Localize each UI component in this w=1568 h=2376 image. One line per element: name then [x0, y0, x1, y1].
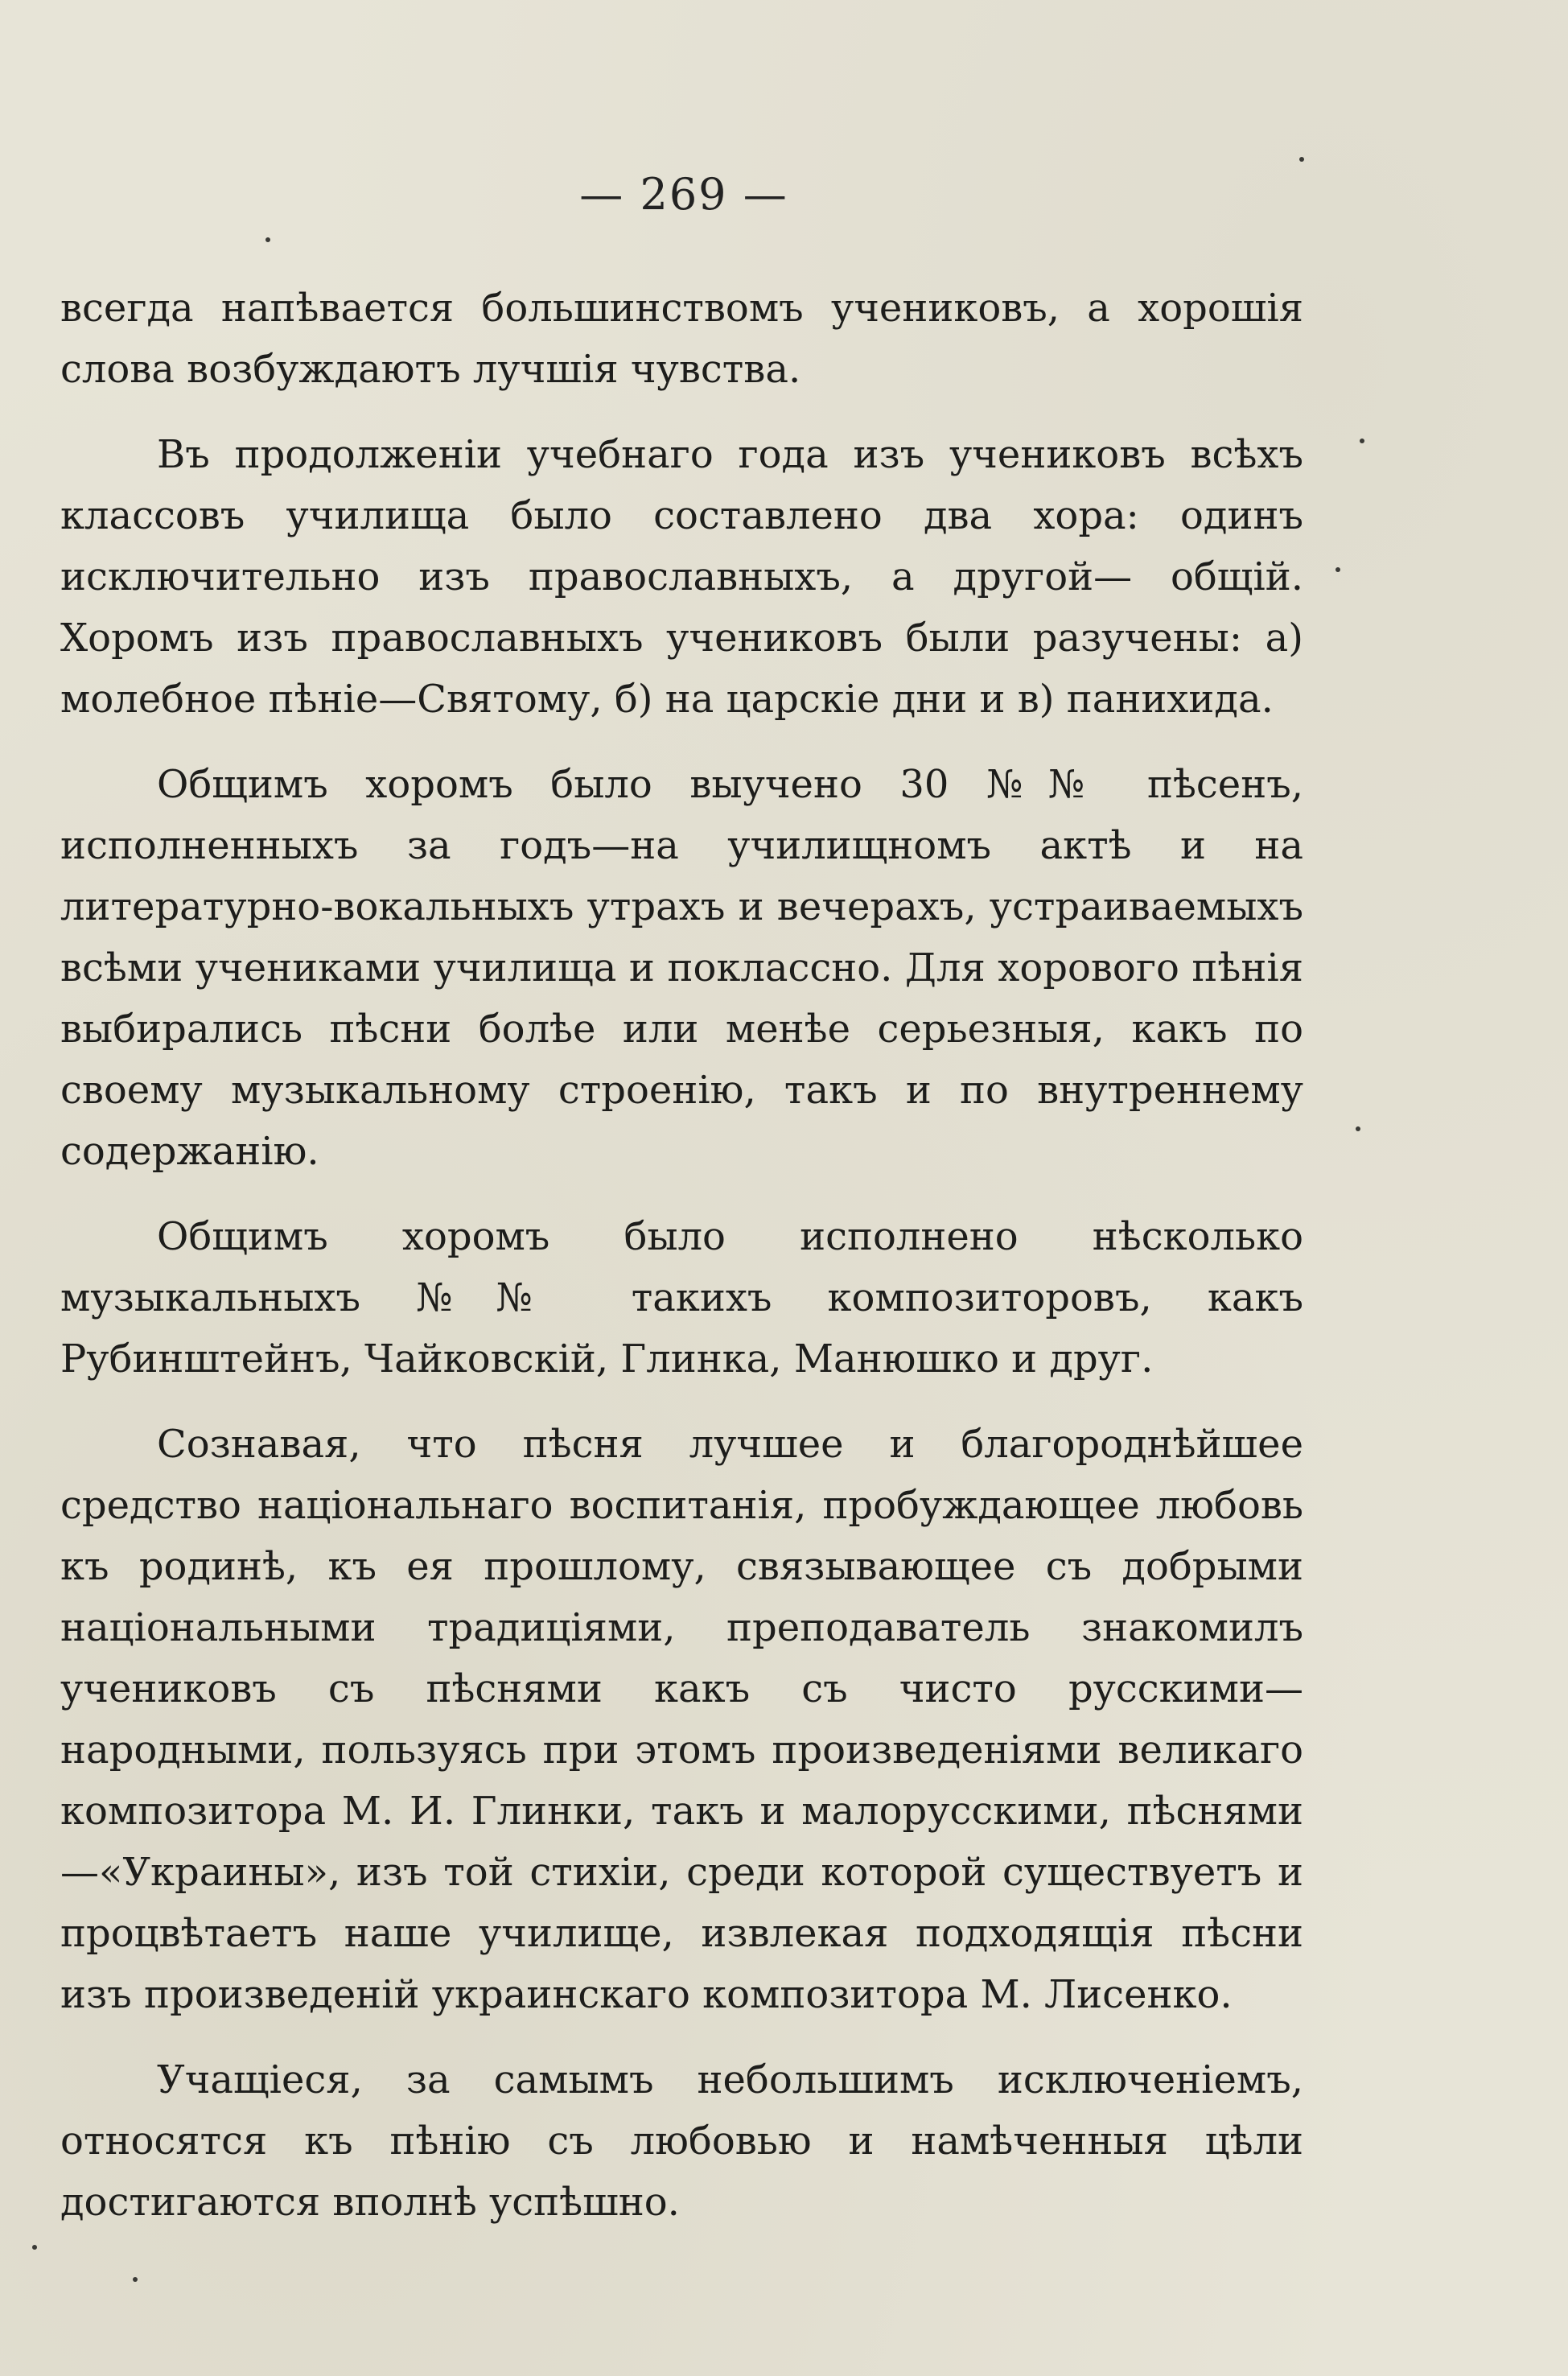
body-text [60, 278, 1303, 2257]
dust-speck [1299, 157, 1304, 162]
paragraph-4: Общимъ хоромъ было исполнено нѣсколько музыкальныхъ №№ такихъ композиторовъ, какъ Рубинштейнъ, Чайковскій, Глинка, Манюшко и друг. [60, 1214, 1303, 1382]
paragraph-2: Въ продолженіи учебнаго года изъ учениковъ всѣхъ классовъ училища было составлено два хора: одинъ исключительно изъ православныхъ, а другой— общій. Хоромъ изъ православныхъ учениковъ были разучены: а) молебное пѣніе—Святому, б) на царскіе дни и в) панихида. [60, 432, 1303, 722]
paragraph-6: Учащіеся, за самымъ небольшимъ исключеніемъ, относятся къ пѣнію съ любовью и намѣченныя цѣли достигаются вполнѣ успѣшно. [60, 2057, 1303, 2225]
page-number: — 269 — [579, 169, 788, 220]
dust-speck [1356, 1126, 1360, 1131]
paragraph-1: всегда напѣвается большинствомъ учениковъ, а хорошія слова возбуждаютъ лучшія чувства. [60, 286, 1303, 392]
dust-speck [1360, 439, 1364, 443]
paragraph-3: Общимъ хоромъ было выучено 30 №№ пѣсенъ, исполненныхъ за годъ—на училищномъ актѣ и на литературно-вокальныхъ утрахъ и вечерахъ, устраиваемыхъ всѣми учениками училища и поклассно. Для хорового пѣнія выбирались пѣсни болѣе или менѣе серьезныя, какъ по своему музыкальному строенію, такъ и по внутреннему содержанію. [60, 762, 1303, 1174]
dust-speck [1335, 567, 1340, 572]
dust-speck [133, 2277, 138, 2282]
dust-speck [32, 2245, 37, 2250]
paragraph-5: Сознавая, что пѣсня лучшее и благороднѣйшее средство національнаго воспитанія, пробуждающее любовь къ родинѣ, къ ея прошлому, связывающее съ добрыми національными традиціями, преподаватель знакомилъ учениковъ съ пѣснями какъ съ чисто русскими— народными, пользуясь при этомъ произведеніями великаго композитора М. И. Глинки, такъ и малорусскими, пѣснями—«Украины», изъ той стихіи, среди которой существуетъ и процвѣтаетъ наше училище, извлекая подходящія пѣсни изъ произведеній украинскаго композитора М. Лисенко. [60, 1422, 1303, 2017]
dust-speck [265, 237, 270, 242]
